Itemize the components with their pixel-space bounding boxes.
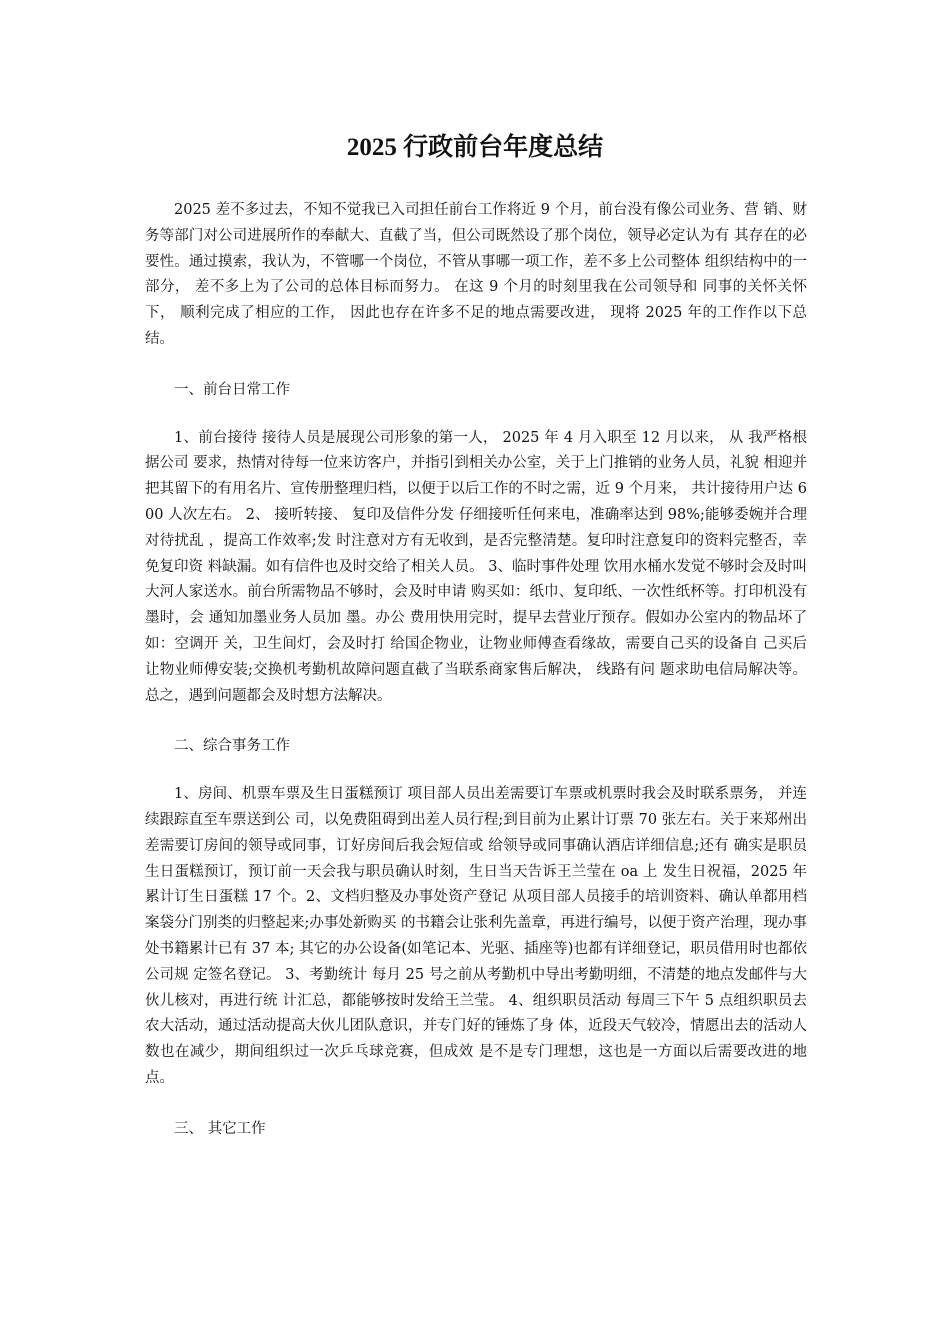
document-body — [145, 198, 807, 1143]
section-heading-daily-work: 一、前台日常工作 — [174, 381, 290, 398]
section-heading-other-work: 三、 其它工作 — [174, 1120, 266, 1137]
section-heading-general-affairs: 二、综合事务工作 — [174, 738, 290, 755]
document-title: 2025 行政前台年度总结 — [346, 134, 604, 161]
section-body-general-affairs: 1、房间、机票车票及生日蛋糕预订 项目部人员出差需要订车票或机票时我会及时联系票务， 并连续跟踪直至车票送到公 司，以免费阻碍到出差人员行程;到目前为止累计订票 70 张左右。关于来郑州出差需要订房间的领导或同事，订好房间后我会短信或 给领导或同事确认酒店详细信息;还有 确实是职员生日蛋糕预订，预订前一天会我与职员确认时刻，生日当天告诉王兰莹在 oa 上 发生日祝福，2025 年累计订生日蛋糕 17 个。2、文档归整及办事处资产登记 从项目部人员接手的培训资料、确认单都用档案袋分门别类的归整起来;办事处新购买 的书籍会让张利先盖章，再进行编号，以便于资产治理，现办事处书籍累计已有 37 本; 其它的办公设备(如笔记本、光驱、插座等)也都有详细登记，职员借用时也都依公司规 定签名登记。 3、考勤统计 每月 25 号之前从考勤机中导出考勤明细，不清楚的地点发邮件与大伙儿核对，再进行统 计汇总，都能够按时发给王兰莹。 4、组织职员活动 每周三下午 5 点组织职员去农大活动，通过活动提高大伙儿团队意识，并专门好的锤炼了身 体，近段天气较冷，情愿出去的活动人数也在减少，期间组织过一次乒乓球竞赛，但成效 是不是专门理想，这也是一方面以后需要改进的地点。 — [145, 786, 807, 1086]
intro-paragraph: 2025 差不多过去，不知不觉我已入司担任前台工作将近 9 个月，前台没有像公司业务、营 销、财务等部门对公司进展所作的奉献大、直截了当，但公司既然设了那个岗位，领导必定认为有 其存在的必要性。通过摸索，我认为，不管哪一个岗位，不管从事哪一项工作，差不多上公司整体 组织结构中的一部分， 差不多上为了公司的总体目标而努力。 在这 9 个月的时刻里我在公司领导和 同事的关怀关怀下， 顺利完成了相应的工作， 因此也存在许多不足的地点需要改进， 现将 2025 年的工作作以下总结。 — [145, 202, 807, 347]
section-body-daily-work: 1、前台接待 接待人员是展现公司形象的第一人， 2025 年 4 月入职至 12 月以来， 从 我严格根据公司 要求，热情对待每一位来访客户，并指引到相关办公室，关于上门推销的业务人员，礼貌 相迎并把其留下的有用名片、宣传册整理归档，以便于以后工作的不时之需，近 9 个月来， 共计接待用户达 600 人次左右。 2、 接听转接、 复印及信件分发 仔细接听任何来电，准确率达到 98%;能够委婉并合理对待扰乱 ，提高工作效率;发 时注意对方有无收到，是否完整清楚。复印时注意复印的资料完整否，幸免复印资 料缺漏。如有信件也及时交给了相关人员。 3、临时事件处理 饮用水桶水发觉不够时会及时叫大河人家送水。前台所需物品不够时，会及时申请 购买如：纸巾、复印纸、一次性纸杯等。打印机没有墨时，会 通知加墨业务人员加 墨。办公 费用快用完时，提早去营业厅预存。假如办公室内的物品坏了如：空调开 关，卫生间灯，会及时打 给国企物业，让物业师傅查看缘故，需要自己买的设备自 己买后让物业师傅安装;交换机考勤机故障问题直截了当联系商家售后解决， 线路有问 题求助电信局解决等。总之，遇到问题都会及时想方法解决。 — [145, 429, 807, 704]
